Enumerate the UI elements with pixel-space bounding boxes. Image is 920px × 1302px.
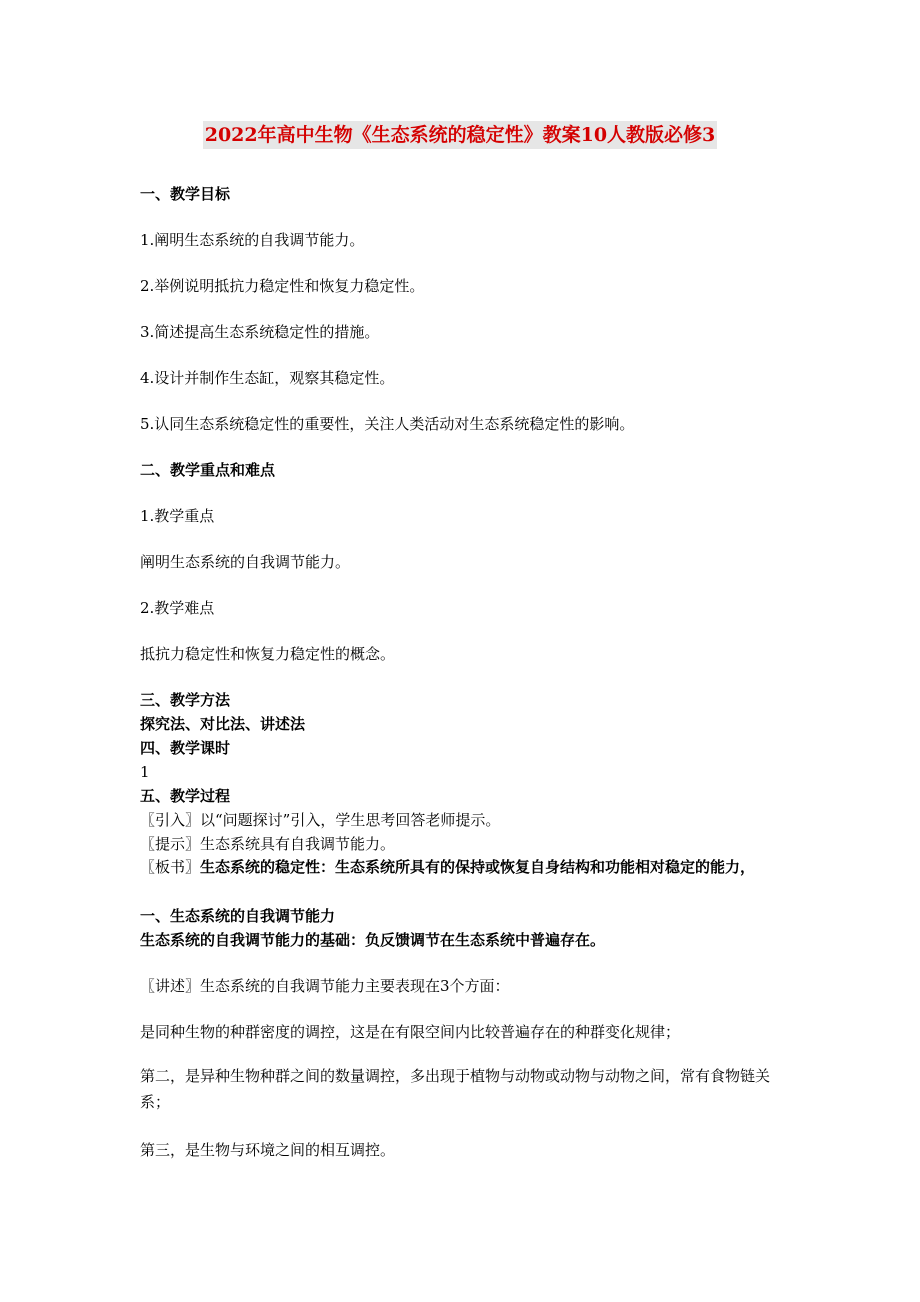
board-text: 生态系统的稳定性：生态系统所具有的保持或恢复自身结构和功能相对稳定的能力，	[200, 858, 756, 876]
goal-item-2: 2.举例说明抵抗力稳定性和恢复力稳定性。	[140, 277, 425, 295]
section-heading-hours: 四、教学课时	[140, 739, 231, 757]
goal-item-3: 3.简述提高生态系统稳定性的措施。	[140, 323, 380, 341]
hint-text: 〖提示〗生态系统具有自我调节能力。	[140, 835, 396, 853]
key-point-text: 阐明生态系统的自我调节能力。	[140, 553, 351, 571]
paragraph-third: 第三，是生物与环境之间的相互调控。	[140, 1141, 396, 1159]
difficulty-text: 抵抗力稳定性和恢复力稳定性的概念。	[140, 645, 396, 663]
board-tag: 〖板书〗	[140, 858, 201, 876]
goal-item-5: 5.认同生态系统稳定性的重要性，关注人类活动对生态系统稳定性的影响。	[140, 415, 635, 433]
section-heading-process: 五、教学过程	[140, 787, 231, 805]
document-title	[0, 121, 920, 149]
paragraph-second: 第二，是异种生物种群之间的数量调控，多出现于植物与动物或动物与动物之间，常有食物链关系；	[140, 1067, 771, 1111]
goal-item-4: 4.设计并制作生态缸，观察其稳定性。	[140, 369, 395, 387]
section-heading-key-points: 二、教学重点和难点	[140, 461, 276, 479]
difficulty-label: 2.教学难点	[140, 599, 215, 617]
basis-text: 生态系统的自我调节能力的基础：负反馈调节在生态系统中普遍存在。	[140, 931, 606, 949]
section-heading-methods: 三、教学方法	[140, 691, 231, 709]
board-paragraph	[140, 854, 790, 880]
methods-text: 探究法、对比法、讲述法	[140, 715, 306, 733]
title-text: 2022年高中生物《生态系统的稳定性》教案10人教版必修3	[203, 121, 718, 149]
hours-text: 1	[140, 763, 150, 781]
paragraph-first: 是同种生物的种群密度的调控，这是在有限空间内比较普遍存在的种群变化规律；	[140, 1023, 681, 1041]
key-point-label: 1.教学重点	[140, 507, 215, 525]
section-heading-goals: 一、教学目标	[140, 185, 231, 203]
subsection-heading: 一、生态系统的自我调节能力	[140, 907, 336, 925]
intro-text: 〖引入〗以“问题探讨”引入，学生思考回答老师提示。	[140, 811, 501, 829]
lecture-text: 〖讲述〗生态系统的自我调节能力主要表现在3个方面：	[140, 977, 510, 995]
goal-item-1: 1.阐明生态系统的自我调节能力。	[140, 231, 365, 249]
